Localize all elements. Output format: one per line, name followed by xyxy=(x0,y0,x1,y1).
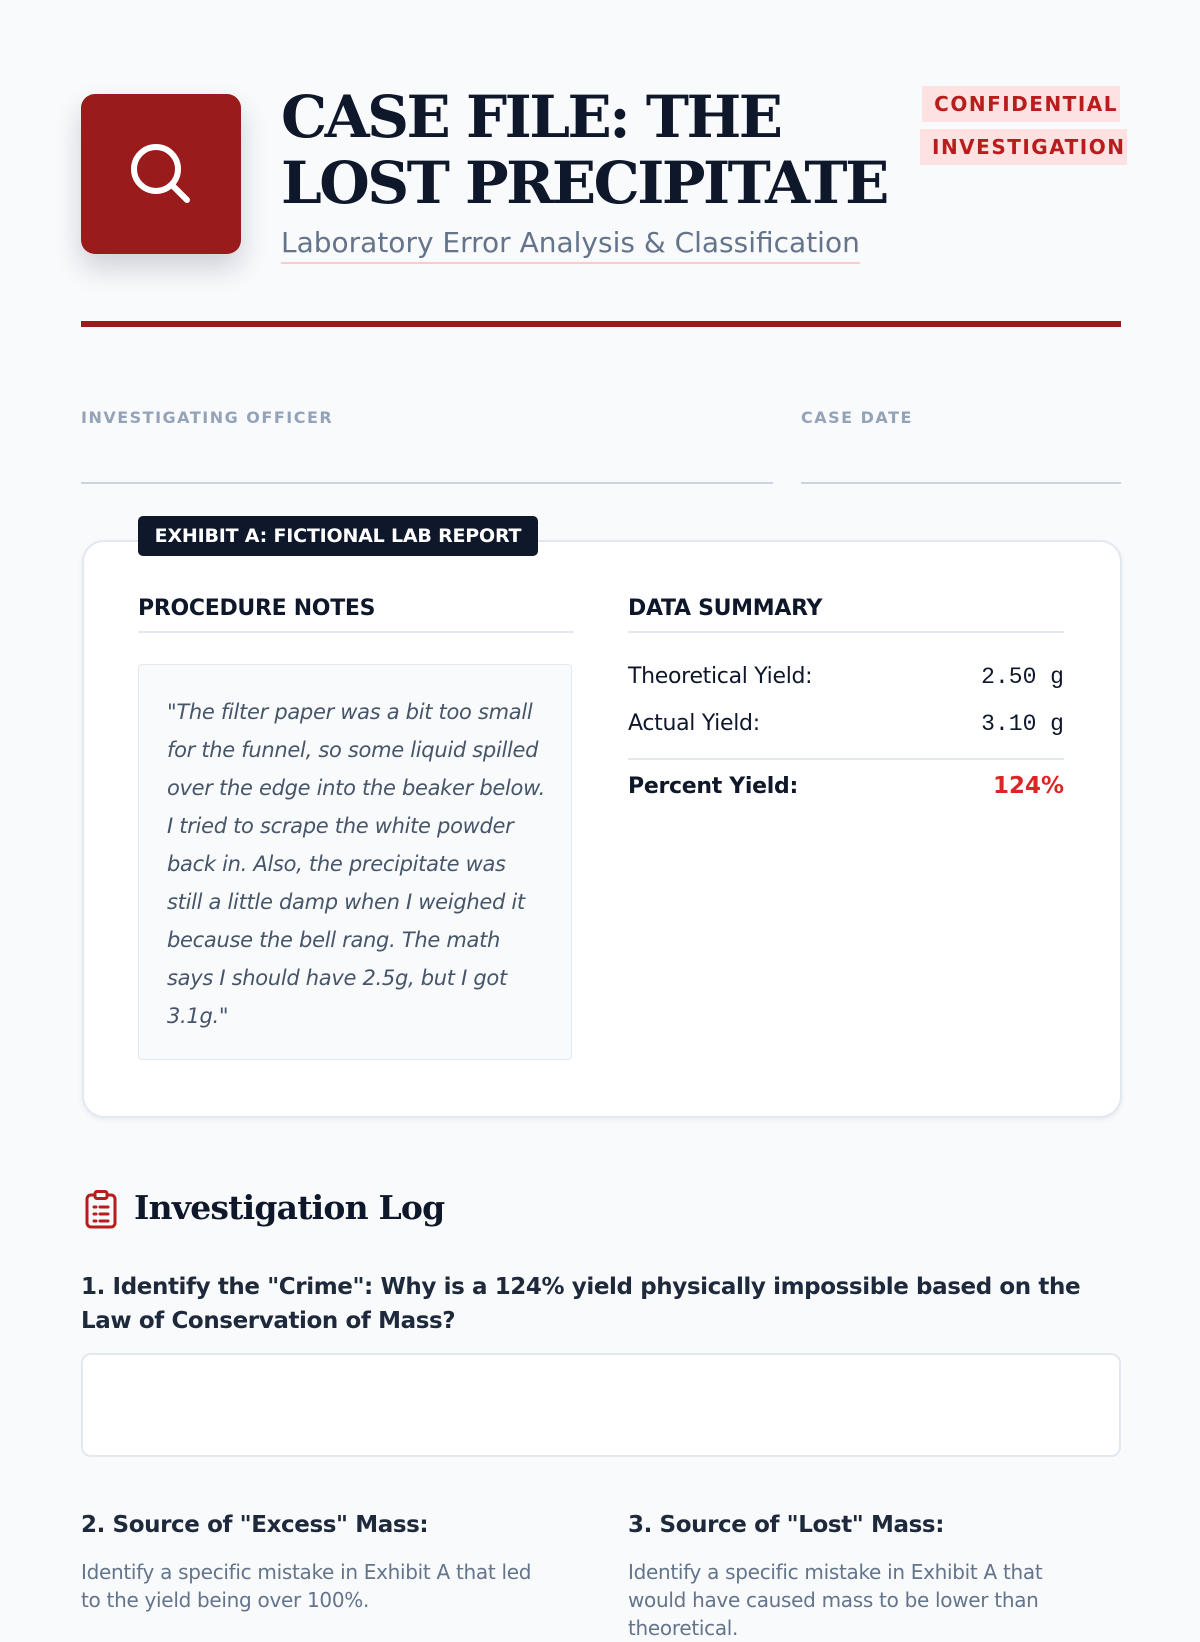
investigation-log-title: Investigation Log xyxy=(134,1188,445,1227)
actual-yield-label: Actual Yield: xyxy=(628,711,760,736)
exhibit-tag: EXHIBIT A: FICTIONAL LAB REPORT xyxy=(138,516,538,556)
question-1: 1. Identify the "Crime": Why is a 124% yield physically impossible based on the Law of Conservation of Mass? xyxy=(81,1274,1081,1334)
page-title: CASE FILE: THE LOST PRECIPITATE xyxy=(281,83,887,217)
procedure-notes-heading: PROCEDURE NOTES xyxy=(138,596,574,633)
question-2-title: 2. Source of "Excess" Mass: xyxy=(81,1512,429,1538)
page-subtitle: Laboratory Error Analysis & Classification xyxy=(281,224,860,264)
percent-yield-row xyxy=(628,773,1064,799)
case-date-label: CASE DATE xyxy=(801,408,913,427)
theoretical-yield-row xyxy=(628,664,1064,690)
question-3-title: 3. Source of "Lost" Mass: xyxy=(628,1512,944,1538)
percent-yield-label: Percent Yield: xyxy=(628,774,798,799)
stamp-line-1: CONFIDENTIAL xyxy=(922,86,1120,122)
officer-field[interactable] xyxy=(81,482,773,484)
data-divider xyxy=(628,758,1064,760)
header-divider xyxy=(81,321,1121,327)
data-summary-heading: DATA SUMMARY xyxy=(628,596,1064,633)
theoretical-yield-value: 2.50 g xyxy=(981,664,1064,690)
clipboard-icon xyxy=(84,1190,118,1230)
actual-yield-row xyxy=(628,711,1064,737)
percent-yield-value: 124% xyxy=(992,773,1064,799)
case-date-field[interactable] xyxy=(801,482,1121,484)
theoretical-yield-label: Theoretical Yield: xyxy=(628,664,813,689)
question-2-description: Identify a specific mistake in Exhibit A that led to the yield being over 100%. xyxy=(81,1560,532,1612)
confidential-stamp xyxy=(920,84,1126,170)
officer-label: INVESTIGATING OFFICER xyxy=(81,408,334,427)
case-logo xyxy=(81,94,241,254)
question-1-answer-field[interactable] xyxy=(81,1353,1121,1457)
actual-yield-value: 3.10 g xyxy=(981,711,1064,737)
magnifying-glass-icon xyxy=(125,138,197,210)
question-3-description: Identify a specific mistake in Exhibit A that would have caused mass to be lower than theoretical. xyxy=(628,1560,1043,1640)
procedure-notes-text: "The filter paper was a bit too small for the funnel, so some liquid spilled over the edge into the beaker below. I tried to scrape the white powder back in. Also, the precipitate was still a little damp when I weighed it because the bell rang. The math says I should have 2.5g, but I got 3.1g." xyxy=(138,664,572,1060)
stamp-line-2: INVESTIGATION xyxy=(920,129,1127,165)
